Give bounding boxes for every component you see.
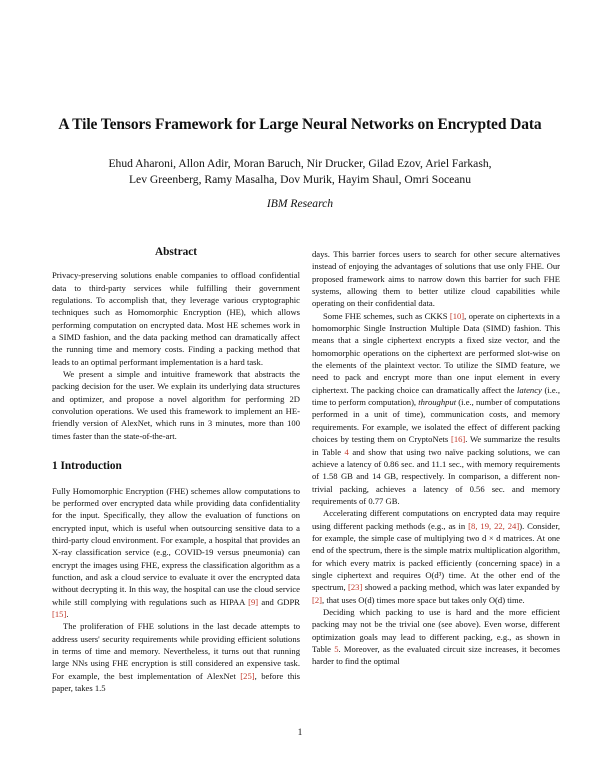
intro-paragraph-1 bbox=[52, 485, 300, 621]
left-column bbox=[52, 246, 300, 694]
authors-line-1: Ehud Aharoni, Allon Adir, Moran Baruch, Nir Drucker, Gilad Ezov, Ariel Farkash, bbox=[108, 157, 492, 170]
citation-link[interactable]: [8, 19, 22, 24] bbox=[468, 520, 520, 531]
rp3-text-c: showed a packing method, which was later expanded by bbox=[362, 582, 560, 593]
paper-title: A Tile Tensors Framework for Large Neural Networks on Encrypted Data bbox=[58, 116, 542, 133]
latency-term: latency bbox=[517, 384, 542, 395]
rp3-text-a: Accelerating different computations on encrypted data may require using different packing methods (e.g., as in bbox=[312, 508, 560, 531]
rp3-text-d: , that uses O(d) times more space but takes only O(d) time. bbox=[322, 594, 525, 605]
citation-link[interactable]: [15] bbox=[52, 608, 67, 619]
table-reference-link[interactable]: 4 bbox=[344, 446, 349, 457]
rp2-text-c: (i.e., time to perform computation), bbox=[312, 384, 560, 408]
rp3-text-b: ). Consider, for example, the simple case of multiplying two d × d matrices. At one end of the spectrum, there is the simple matrix multiplication algorithm, for which every matrix is packed efficiently (concerning space) in a single ciphertext and requires O(d³) time. At the other end of the spectrum, bbox=[312, 520, 560, 593]
right-paragraph-4 bbox=[312, 606, 560, 668]
rp4-text-a: Deciding which packing to use is hard and the more efficient packing may not be the trivial one (see above). Even worse, different optimization goals may lead to different packing, e.g., as shown in Table bbox=[312, 606, 560, 654]
intro-p2-text-b: , before this paper, takes 1.5 bbox=[52, 670, 300, 693]
intro-paragraph-2 bbox=[52, 620, 300, 694]
intro-p1-text-c: . bbox=[66, 608, 69, 619]
right-paragraph-2 bbox=[312, 310, 560, 508]
affiliation: IBM Research bbox=[266, 197, 334, 210]
introduction-heading: 1 Introduction bbox=[52, 460, 122, 473]
citation-link[interactable]: [2] bbox=[312, 594, 323, 605]
citation-link[interactable]: [23] bbox=[348, 582, 363, 593]
right-paragraph-1: days. This barrier forces users to search for other secure alternatives instead of enjoying the advantages of solutions that use only FHE. Our proposed framework aims to narrow down this barrier for such FHE systems, allowing them to better utilize cloud capabilities while operating on their confidential data. bbox=[312, 249, 560, 309]
rp4-text-b: . Moreover, as the evaluated circuit size increases, it becomes harder to find the optimal bbox=[312, 644, 560, 667]
right-paragraph-3 bbox=[312, 507, 560, 606]
throughput-term: throughput bbox=[418, 397, 457, 408]
rp2-text-a: Some FHE schemes, such as CKKS bbox=[323, 310, 450, 321]
rp2-text-e: . We summarize the results in Table bbox=[312, 434, 560, 457]
rp2-text-f: and show that using two naïve packing solutions, we can achieve a latency of 0.86 sec. and 11.1 sec., with memory requirements of 1.58 GB and 14 GB, respectively. In comparison, a different non-trivial packing, achieves a latency of 0.56 sec. and memory requirements of 0.77 GB. bbox=[312, 446, 560, 506]
citation-link[interactable]: [25] bbox=[240, 670, 255, 681]
table-reference-link[interactable]: 5 bbox=[334, 644, 339, 654]
rp2-text-d: (i.e., number of computations performed in a unit of time), communication costs, and memory requirements. For example, we isolated the effect of different packing choices by testing them on CryptoNets bbox=[312, 397, 560, 445]
abstract-paragraph-2: We present a simple and intuitive framework that abstracts the packing decision for the user. We explain its underlying data structures and optimizer, and propose a novel algorithm for performing 2D convolution operations. We used this framework to implement an HE-friendly version of AlexNet, which runs in 3 minutes, more than 100 times faster than the state-of-the-art. bbox=[52, 369, 300, 441]
right-column bbox=[312, 248, 560, 668]
citation-link[interactable]: [10] bbox=[449, 310, 465, 321]
intro-p1-text-b: and GDPR bbox=[258, 596, 300, 607]
intro-p2-text-a: The proliferation of FHE solutions in the last decade attempts to address users' security requirements while providing efficient solutions in terms of time and memory. Nevertheless, it turns out that running large NNs using FHE encryption is still considered an expensive task. For example, the best implementation of AlexNet bbox=[52, 621, 300, 681]
citation-link[interactable]: [9] bbox=[248, 596, 259, 607]
authors-line-2: Lev Greenberg, Ramy Masalha, Dov Murik, Hayim Shaul, Omri Soceanu bbox=[128, 173, 472, 186]
abstract-heading: Abstract bbox=[154, 246, 198, 258]
intro-p1-text-a: Fully Homomorphic Encryption (FHE) schemes allow computations to be performed over encrypted data while providing data confidentiality for the input. Specifically, they allow the evaluation of functions on encrypted input, which is useful when outsourcing sensitive data to a third-party cloud environment. For example, a hospital that provides an X-ray classification service (e.g., COVID-19 versus pneumonia) can encrypt the images using FHE, express the classification algorithm as a function, and ask a cloud service to evaluate it over the encrypted data without decrypting it. In this way, the hospital can use the cloud service while still complying with regulations such as HIPAA bbox=[52, 485, 300, 607]
citation-link[interactable]: [16] bbox=[450, 434, 466, 445]
page-number: 1 bbox=[297, 728, 303, 738]
rp2-text-b: , operate on ciphertexts in a homomorphic Single Instruction Multiple Data (SIMD) fashion. This means that a single ciphertext encrypts a fixed size vector, and the homomorphic operations on the ciphertext are performed slot-wise on the elements of the plaintext vector. To utilize the SIMD feature, we need to pack and encrypt more than one input element in every ciphertext. The packing choice can dramatically affect the bbox=[312, 310, 560, 395]
author-list bbox=[60, 156, 540, 188]
abstract-paragraph-1: Privacy-preserving solutions enable companies to offload confidential data to third-party services while fulfilling their government regulations. To accomplish that, they leverage various cryptographic techniques such as Homomorphic Encryption (HE), which allows performing computation on encrypted data. Most HE schemes work in a SIMD fashion, and the data packing method can dramatically affect the running time and memory costs. Finding a packing method that leads to an optimal performant implementation is a hard task. bbox=[52, 270, 300, 367]
